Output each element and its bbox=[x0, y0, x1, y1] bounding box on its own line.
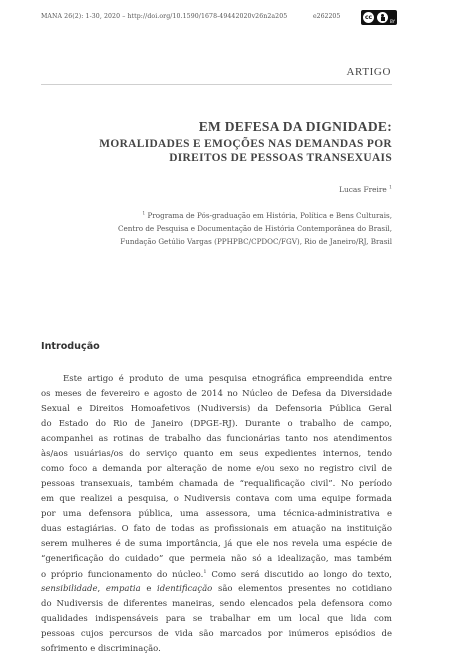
article-subtitle-line-1: MORALIDADES E EMOÇÕES NAS DEMANDAS POR bbox=[99, 138, 392, 150]
affiliation-text-1: Programa de Pós-graduação em História, Política e Bens Culturais, bbox=[147, 211, 392, 220]
body-line-16: do Nudiversis de diferentes maneiras, sendo elencados pela defensora como bbox=[41, 599, 392, 609]
affiliation-line-1 bbox=[142, 211, 392, 220]
body-line-11: duas estagiárias. O fato de todas as profissionais em atuação na instituição bbox=[41, 524, 392, 534]
author-name bbox=[339, 185, 392, 194]
body-line-4: do Estado do Rio de Janeiro (DPGE-RJ). Durante o trabalho de campo, bbox=[41, 419, 392, 429]
cc-by-license-badge[interactable] bbox=[361, 10, 397, 25]
affiliation-line-3: Fundação Getúlio Vargas (PPHPBC/CPDOC/FGV), Rio de Janeiro/RJ, Brasil bbox=[120, 237, 392, 246]
body-line-12: serem mulheres é de suma importância, já que ele nos revela uma espécie de bbox=[41, 539, 392, 549]
body-line-17: qualidades indispensáveis para se trabalhar em um local que lida com bbox=[41, 614, 392, 624]
body-line-15-rest: são elementos presentes no cotidiano bbox=[212, 584, 392, 594]
citation-header: MANA 26(2): 1-30, 2020 – http://doi.org/10.1590/1678-49442020v26n2a205 bbox=[41, 13, 288, 20]
term-identificacao: identificação bbox=[157, 584, 213, 594]
body-line-10: por uma defensora pública, uma assessora, uma técnica-administrativa e bbox=[41, 509, 392, 519]
body-line-9: em que realizei a pesquisa, o Nudiversis contava com uma equipe formada bbox=[41, 494, 392, 504]
body-line-14 bbox=[41, 569, 392, 580]
body-line-5: acompanhei as rotinas de trabalho das funcionárias tanto nos atendimentos bbox=[41, 434, 392, 444]
author-footnote-marker: 1 bbox=[389, 185, 392, 191]
affiliation-line-2: Centro de Pesquisa e Documentação de História Contemporânea do Brasil, bbox=[118, 224, 392, 233]
body-line-19: sofrimento e discriminação. bbox=[41, 644, 161, 654]
footnote-marker-1[interactable]: 1 bbox=[203, 569, 207, 575]
body-line-2: os meses de fevereiro e agosto de 2014 no Núcleo de Defesa da Diversidade bbox=[41, 389, 392, 399]
comma-1: , bbox=[97, 584, 106, 594]
section-heading-introduction: Introdução bbox=[41, 341, 100, 352]
affiliation-marker: 1 bbox=[142, 211, 146, 217]
conj-e: e bbox=[140, 584, 158, 594]
term-empatia: empatia bbox=[105, 584, 141, 594]
attribution-icon bbox=[377, 12, 388, 23]
body-line-18: pessoas cujos percursos de vida são marcados por inúmeros episódios de bbox=[41, 629, 392, 639]
body-line-14-a: o próprio funcionamento do núcleo. bbox=[41, 569, 204, 580]
body-line-14-b: Como será discutido ao longo do texto, bbox=[211, 569, 393, 580]
body-line-8: pessoas transexuais, também chamada de “requalificação civil”. No período bbox=[41, 479, 392, 489]
body-line-15 bbox=[41, 584, 392, 594]
article-title: EM DEFESA DA DIGNIDADE: bbox=[198, 119, 392, 134]
author-name-text: Lucas Freire bbox=[339, 185, 387, 194]
license-by-label: BY bbox=[390, 19, 395, 24]
header-divider bbox=[41, 84, 392, 85]
term-sensibilidade: sensibilidade bbox=[41, 584, 98, 594]
cc-icon: cc bbox=[364, 13, 373, 21]
section-label: ARTIGO bbox=[346, 66, 391, 78]
body-line-3: Sexual e Direitos Homoafetivos (Nudiversis) da Defensoria Pública Geral bbox=[41, 404, 392, 414]
body-line-7: como foco a demanda por alteração de nome e/ou sexo no registro civil de bbox=[41, 464, 392, 474]
body-line-1: Este artigo é produto de uma pesquisa etnográfica empreendida entre bbox=[63, 374, 392, 384]
body-line-13: “generificação do cuidado” que permeia não só a idealização, mas também bbox=[41, 554, 392, 564]
article-subtitle-line-2: DIREITOS DE PESSOAS TRANSEXUAIS bbox=[169, 152, 392, 164]
article-id: e262205 bbox=[313, 13, 341, 20]
body-line-6: às/aos usuárias/os do serviço quanto em seus expedientes internos, tendo bbox=[41, 449, 392, 459]
